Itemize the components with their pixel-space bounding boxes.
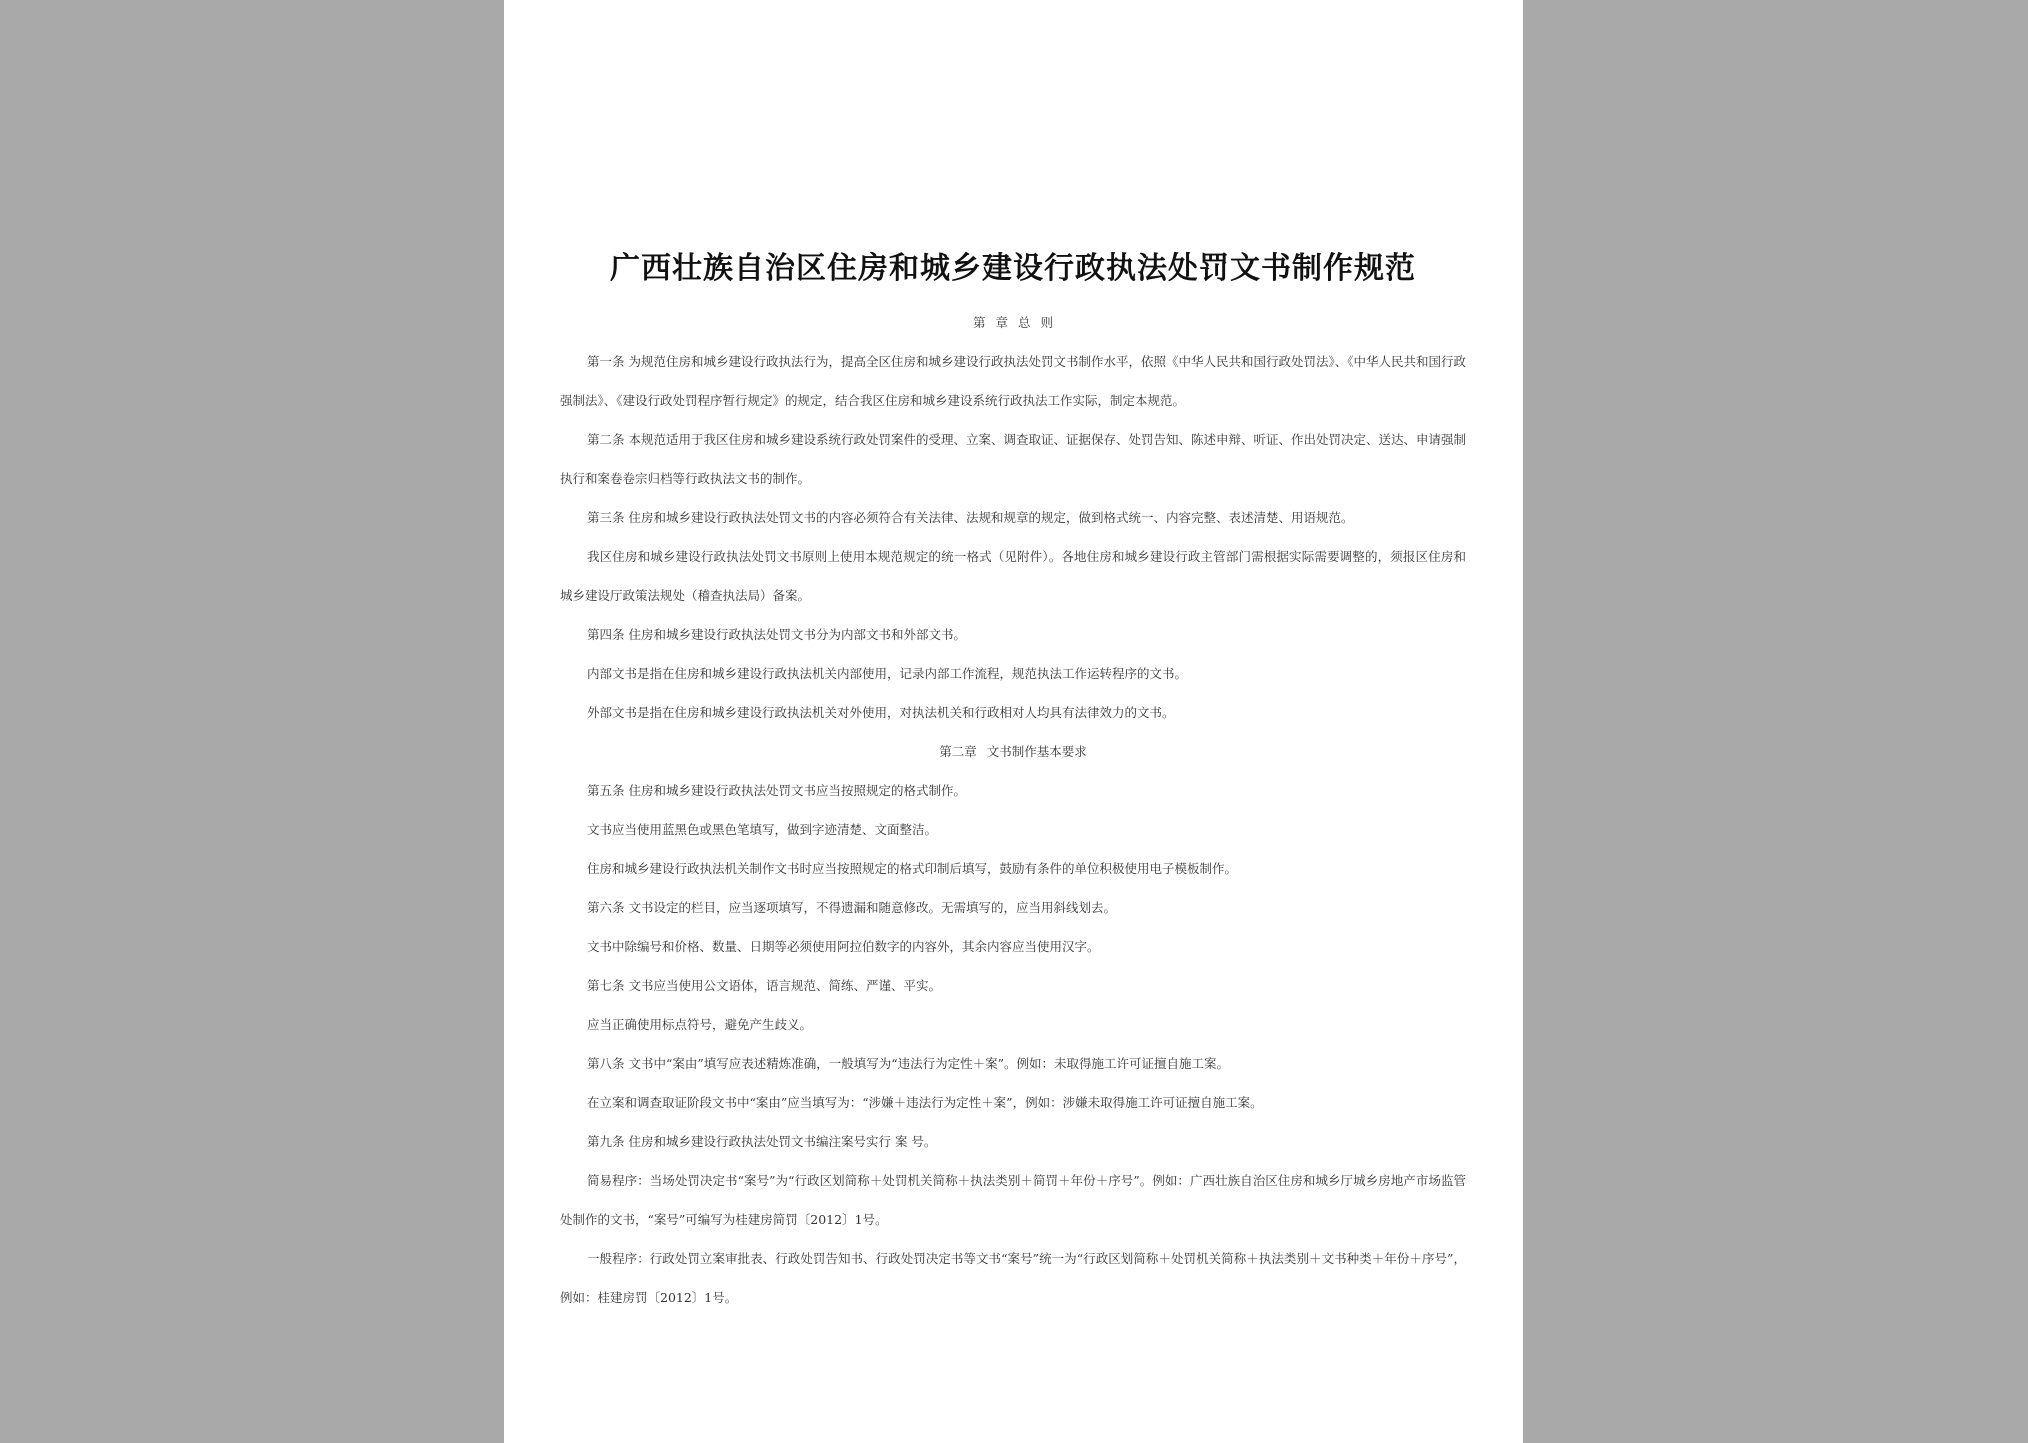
article-9-paragraph-3: 一般程序：行政处罚立案审批表、行政处罚告知书、行政处罚决定书等文书“案号”统一为“行政区划简称＋处罚机关简称＋执法类别＋文书种类＋年份＋序号”，例如：桂建房罚〔2012〕1号。 (560, 1251, 1466, 1305)
article-6-paragraph-2: 文书中除编号和价格、数量、日期等必须使用阿拉伯数字的内容外，其余内容应当使用汉字。 (587, 939, 1100, 954)
article-2: 第二条 本规范适用于我区住房和城乡建设系统行政处罚案件的受理、立案、调查取证、证据保存、处罚告知、陈述申辩、听证、作出处罚决定、送达、申请强制执行和案卷卷宗归档等行政执法文书的制作。 (560, 432, 1466, 486)
article-9: 第九条 住房和城乡建设行政执法处罚文书编注案号实行 案 号。 (587, 1134, 937, 1149)
chapter-heading-2: 第二章 文书制作基本要求 (939, 744, 1087, 759)
article-9-paragraph-2: 简易程序：当场处罚决定书“案号”为“行政区划简称＋处罚机关简称＋执法类别＋简罚＋年份＋序号”。例如：广西壮族自治区住房和城乡厅城乡房地产市场监管处制作的文书，“案号”可编写为桂建房简罚〔2012〕1号。 (560, 1173, 1466, 1227)
article-8-paragraph-2: 在立案和调查取证阶段文书中“案由”应当填写为：“涉嫌＋违法行为定性＋案”，例如：涉嫌未取得施工许可证擅自施工案。 (587, 1095, 1263, 1110)
article-1: 第一条 为规范住房和城乡建设行政执法行为，提高全区住房和城乡建设行政执法处罚文书制作水平，依照《中华人民共和国行政处罚法》、《中华人民共和国行政强制法》、《建设行政处罚程序暂行规定》的规定，结合我区住房和城乡建设系统行政执法工作实际，制定本规范。 (560, 354, 1466, 408)
article-5: 第五条 住房和城乡建设行政执法处罚文书应当按照规定的格式制作。 (587, 783, 966, 798)
document-title: 广西壮族自治区住房和城乡建设行政执法处罚文书制作规范 (610, 251, 1416, 286)
article-3: 第三条 住房和城乡建设行政执法处罚文书的内容必须符合有关法律、法规和规章的规定，做到格式统一、内容完整、表述清楚、用语规范。 (587, 510, 1354, 525)
document-body (560, 248, 1466, 1317)
article-5-paragraph-3: 住房和城乡建设行政执法机关制作文书时应当按照规定的格式印制后填写，鼓励有条件的单位积极使用电子模板制作。 (587, 861, 1238, 876)
article-6: 第六条 文书设定的栏目，应当逐项填写，不得遗漏和随意修改。无需填写的，应当用斜线划去。 (587, 900, 1116, 915)
chapter-heading-1: 第 章 总 则 (973, 315, 1053, 330)
document-page (504, 0, 1523, 1443)
article-5-paragraph-2: 文书应当使用蓝黑色或黑色笔填写，做到字迹清楚、文面整洁。 (587, 822, 938, 837)
article-4-paragraph-3: 外部文书是指在住房和城乡建设行政执法机关对外使用，对执法机关和行政相对人均具有法律效力的文书。 (587, 705, 1175, 720)
article-8: 第八条 文书中“案由”填写应表述精炼准确，一般填写为“违法行为定性＋案”。例如：未取得施工许可证擅自施工案。 (587, 1056, 1230, 1071)
article-4-paragraph-2: 内部文书是指在住房和城乡建设行政执法机关内部使用，记录内部工作流程，规范执法工作运转程序的文书。 (587, 666, 1188, 681)
article-7-paragraph-2: 应当正确使用标点符号，避免产生歧义。 (587, 1017, 813, 1032)
article-3-paragraph-2: 我区住房和城乡建设行政执法处罚文书原则上使用本规范规定的统一格式（见附件）。各地住房和城乡建设行政主管部门需根据实际需要调整的，须报区住房和城乡建设厅政策法规处（稽查执法局）备案。 (560, 549, 1466, 603)
article-7: 第七条 文书应当使用公文语体，语言规范、简练、严谨、平实。 (587, 978, 941, 993)
article-4: 第四条 住房和城乡建设行政执法处罚文书分为内部文书和外部文书。 (587, 627, 966, 642)
